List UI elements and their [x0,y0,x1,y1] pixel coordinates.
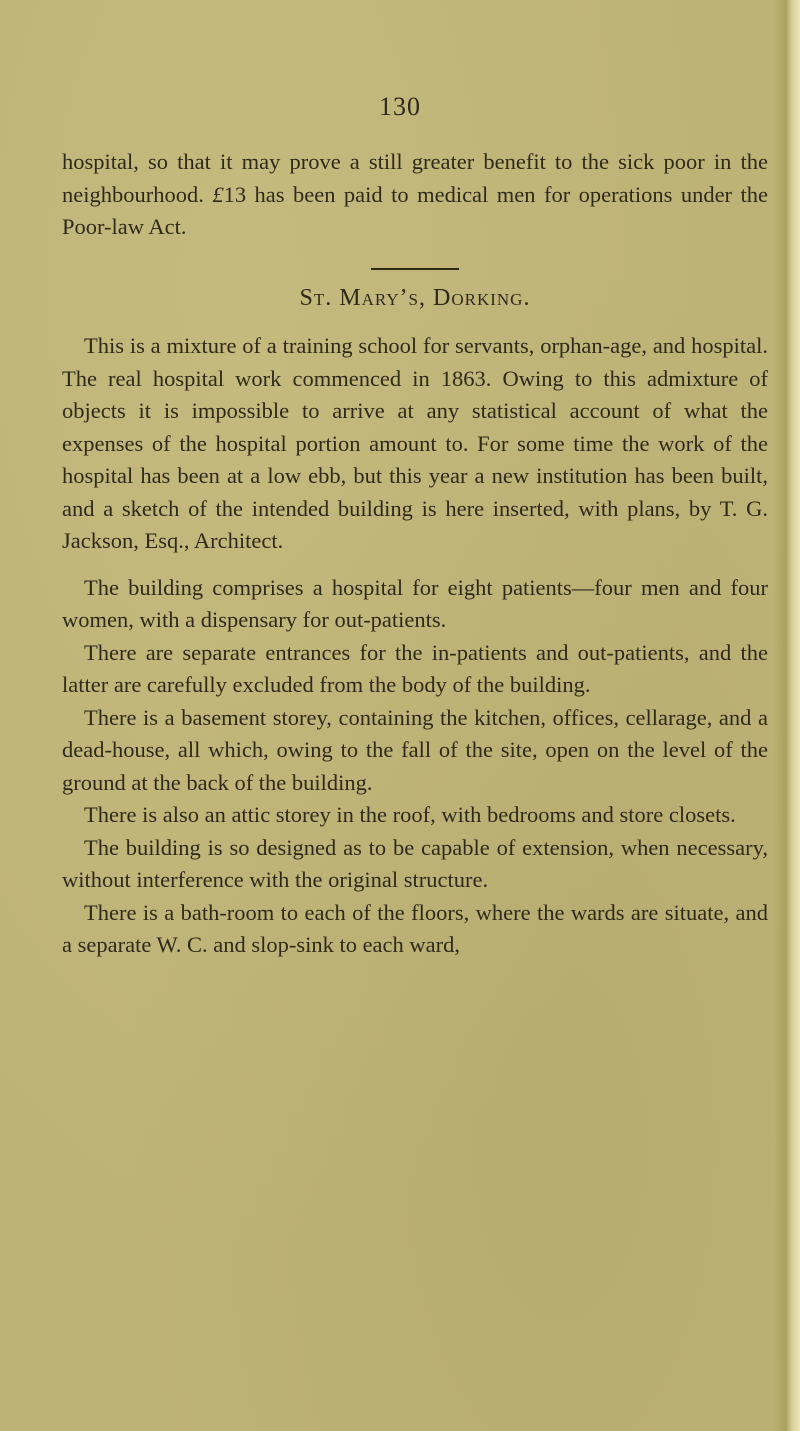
paragraph: The building comprises a hospital for eight patients—four men and four women, with a dispensary for out-patients. [62,574,768,632]
page-body [62,146,768,962]
paragraph: The building is so designed as to be capable of extension, when necessary, without interference with the original structure. [62,834,768,892]
paragraph-continuation [62,146,768,244]
paragraph-text-part1: hospital, so that it may prove a still greater benefit to the sick poor in the neighbourhood. [62,149,768,207]
paragraph: There are separate entrances for the in-patients and out-patients, and the latter are carefully excluded from the body of the building. [62,639,768,697]
paragraph: There is a bath-room to each of the floors, where the wards are situate, and a separate W. C. and slop-sink to each ward, [62,899,768,957]
paragraph: There is a basement storey, containing the kitchen, offices, cellarage, and a dead-house, all which, owing to the fall of the site, open on the level of the ground at the back of the building. [62,704,768,795]
pound-sign: £ [212,181,224,207]
paragraph: There is also an attic storey in the roof, with bedrooms and store closets. [84,802,736,827]
paragraph: This is a mixture of a training school for servants, orphan-age, and hospital. The real hospital work commenced in 1863. Owing to this admixture of objects it is impossible to arrive at any statistical account of what the expenses of the hospital portion amount to. For some time the work of the hospital has been at a low ebb, but this year a new institution has been built, and a sketch of the intended building is here inserted, with plans, by T. G. Jackson, Esq., Architect. [62,333,768,553]
section-divider [371,268,459,270]
paragraph-text-part2: 13 has been paid to medical men for operations under the Poor-law Act. [62,181,768,239]
page-number: 130 [379,92,421,121]
section-heading: St. Mary’s, Dorking. [299,284,531,311]
page-edge-shadow [774,0,800,1431]
